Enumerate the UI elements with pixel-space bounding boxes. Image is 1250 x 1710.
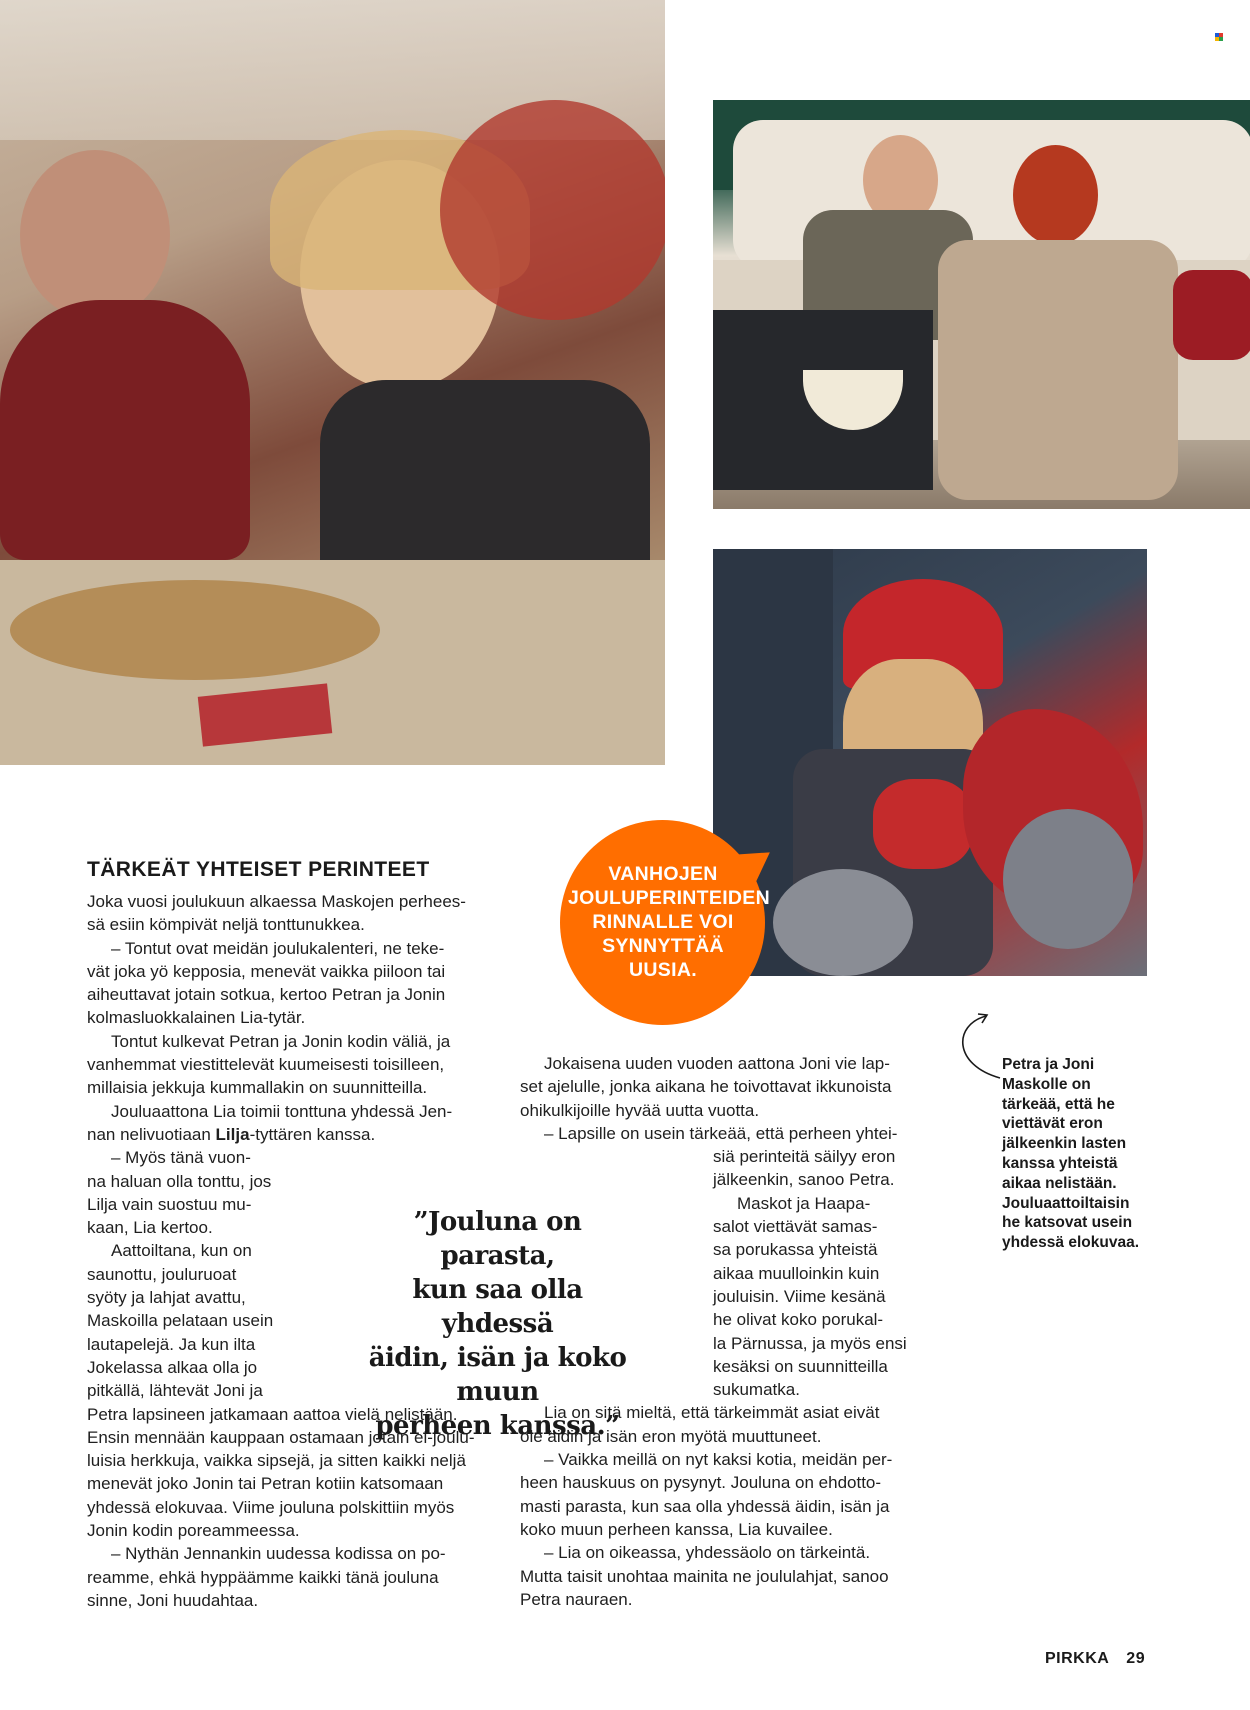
caption-arrow-icon: [948, 1010, 1008, 1080]
text-line: lautapelejä. Ja kun ilta: [87, 1334, 256, 1354]
text-run: -tyttären kanssa.: [249, 1124, 376, 1144]
text-line: Maskoilla pelataan usein: [87, 1311, 274, 1331]
text-line: luisia herkkuja, vaikka sipsejä, ja sitten kaikki neljä: [87, 1451, 466, 1471]
text-line: siä perinteitä säilyy eron: [713, 1147, 896, 1167]
text-line: Jouluaattona Lia toimii tonttuna yhdessä Jen-: [111, 1101, 453, 1121]
caption-line: Petra ja Joni: [1002, 1056, 1095, 1073]
text-line: – Lia on oikeassa, yhdessäolo on tärkeintä.: [544, 1543, 871, 1563]
text-line: sa porukassa yhteistä: [713, 1240, 878, 1260]
caption-line: aikaa nelistään.: [1002, 1174, 1117, 1192]
text-line: – Tontut ovat meidän joulukalenteri, ne teke-: [111, 938, 445, 958]
text-line: heen hauskuus on pysynyt. Jouluna on ehdotto-: [520, 1473, 882, 1493]
caption-line: yhdessä elokuvaa.: [1002, 1234, 1139, 1252]
text-line: kaan, Lia kertoo.: [87, 1218, 213, 1238]
pull-quote-line: perheen kanssa.”: [375, 1411, 620, 1441]
caption-line: jälkeenkin lasten: [1002, 1135, 1127, 1153]
caption-line: tärkeää, että he: [1002, 1095, 1115, 1113]
caption-line: viettävät eron: [1002, 1115, 1103, 1133]
text-line: syöty ja lahjat avattu,: [87, 1288, 246, 1308]
text-line: Jokelassa alkaa olla jo: [87, 1357, 258, 1377]
corner-logo-mark: [1215, 33, 1223, 41]
caption-line: kanssa yhteistä: [1002, 1154, 1118, 1172]
quote-bubble-line: RINNALLE VOI: [592, 911, 734, 933]
page-number: 29: [1126, 1650, 1146, 1667]
quote-bubble-text: [568, 862, 770, 982]
text-line: jälkeenkin, sanoo Petra.: [713, 1170, 895, 1190]
text-line: pitkällä, lähtevät Joni ja: [87, 1381, 263, 1401]
photo-caption: [1002, 1055, 1172, 1253]
caption-line: he katsovat usein: [1002, 1214, 1133, 1232]
photo-couple-on-couch: [713, 100, 1250, 509]
text-line: Aattoiltana, kun on: [111, 1241, 252, 1261]
text-line: sinne, Joni huudahtaa.: [87, 1590, 259, 1610]
text-run: nan nelivuotiaan: [87, 1124, 216, 1144]
text-line: kesäksi on suunnitteilla: [713, 1356, 888, 1376]
quote-bubble-line: JOULUPERINTEIDEN: [568, 887, 770, 909]
text-line: Jonin kodin poreammeessa.: [87, 1521, 300, 1541]
text-line: Mutta taisit unohtaa mainita ne joululahjat, sanoo: [520, 1566, 889, 1586]
section-heading: TÄRKEÄT YHTEISET PERINTEET: [87, 858, 430, 881]
quote-bubble-line: SYNNYTTÄÄ UUSIA.: [602, 935, 724, 981]
text-line: Jokaisena uuden vuoden aattona Joni vie lap-: [544, 1054, 890, 1073]
text-line: Petra lapsineen jatkamaan aattoa vielä nelistään.: [87, 1404, 458, 1424]
pull-quote-line: kun saa olla yhdessä: [412, 1275, 583, 1339]
text-line: reamme, ehkä hyppäämme kaikki tänä jouluna: [87, 1567, 439, 1587]
quote-bubble-line: VANHOJEN: [608, 863, 718, 885]
text-line: koko muun perheen kanssa, Lia kuvailee.: [520, 1519, 833, 1539]
text-line: he olivat koko porukal-: [713, 1310, 884, 1330]
footer-brand: PIRKKA: [1045, 1650, 1110, 1667]
article-column-right: [520, 1052, 920, 1611]
text-line: kolmasluokkalainen Lia-tytär.: [87, 1008, 306, 1028]
text-line: Tontut kulkevat Petran ja Jonin kodin väliä, ja: [111, 1031, 451, 1051]
photo-family-at-table: [0, 0, 665, 765]
text-line: ole äidin ja isän eron myötä muuttuneet.: [520, 1426, 822, 1446]
pull-quote-line: ”Jouluna on parasta,: [413, 1207, 582, 1271]
photo-girl-with-elf: [713, 549, 1147, 976]
text-line: masti parasta, kun saa olla yhdessä äidin, isän ja: [520, 1496, 890, 1516]
text-line: aikaa muulloinkin kuin: [713, 1263, 880, 1283]
text-line: millaisia jekkuja kummallakin on suunnitteilla.: [87, 1078, 428, 1098]
text-line: Joka vuosi joulukuun alkaessa Maskojen perhees-: [87, 892, 466, 911]
text-line: jouluisin. Viime kesänä: [713, 1286, 886, 1306]
text-line: Ensin mennään kauppaan ostamaan jotain ei-joulu-: [87, 1427, 475, 1447]
text-line: vanhemmat viestittelevät kuumeisesti toisilleen,: [87, 1055, 445, 1075]
text-line: menevät joko Jonin tai Petran kotiin katsomaan: [87, 1474, 444, 1494]
text-line: – Nythän Jennankin uudessa kodissa on po-: [111, 1544, 446, 1564]
text-line: ohikulkijoille hyvää uutta vuotta.: [520, 1100, 760, 1120]
page-footer: [1045, 1650, 1145, 1668]
text-line: [87, 1123, 487, 1146]
text-line: Maskot ja Haapa-: [737, 1193, 871, 1213]
text-line: saunottu, jouluruoat: [87, 1264, 237, 1284]
text-line: na haluan olla tonttu, jos: [87, 1171, 272, 1191]
text-line: Petra nauraen.: [520, 1589, 633, 1609]
text-line: – Lapsille on usein tärkeää, että perheen yhtei-: [544, 1123, 898, 1143]
text-line: sä esiin kömpivät neljä tonttunukkea.: [87, 915, 365, 935]
text-line: sukumatka.: [713, 1380, 800, 1400]
name-lilja: Lilja: [215, 1124, 250, 1144]
text-line: salot viettävät samas-: [713, 1217, 878, 1237]
text-line: yhdessä elokuvaa. Viime jouluna polskittiin myös: [87, 1497, 455, 1517]
text-line: – Myös tänä vuon-: [111, 1148, 251, 1168]
pull-quote-line: äidin, isän ja koko muun: [368, 1343, 627, 1407]
text-line: Lilja vain suostuu mu-: [87, 1194, 252, 1214]
text-line: vät joka yö kepposia, menevät vaikka piiloon tai: [87, 961, 446, 981]
text-line: aiheuttavat jotain sotkua, kertoo Petran ja Jonin: [87, 985, 446, 1005]
text-line: – Vaikka meillä on nyt kaksi kotia, meidän per-: [544, 1450, 893, 1470]
text-line: Lia on sitä mieltä, että tärkeimmät asiat eivät: [544, 1403, 880, 1423]
text-line: set ajelulle, jonka aikana he toivottavat ikkunoista: [520, 1077, 892, 1097]
caption-line: Maskolle on: [1002, 1075, 1091, 1093]
caption-line: Jouluaattoiltaisin: [1002, 1194, 1130, 1212]
text-line: la Pärnussa, ja myös ensi: [713, 1333, 907, 1353]
